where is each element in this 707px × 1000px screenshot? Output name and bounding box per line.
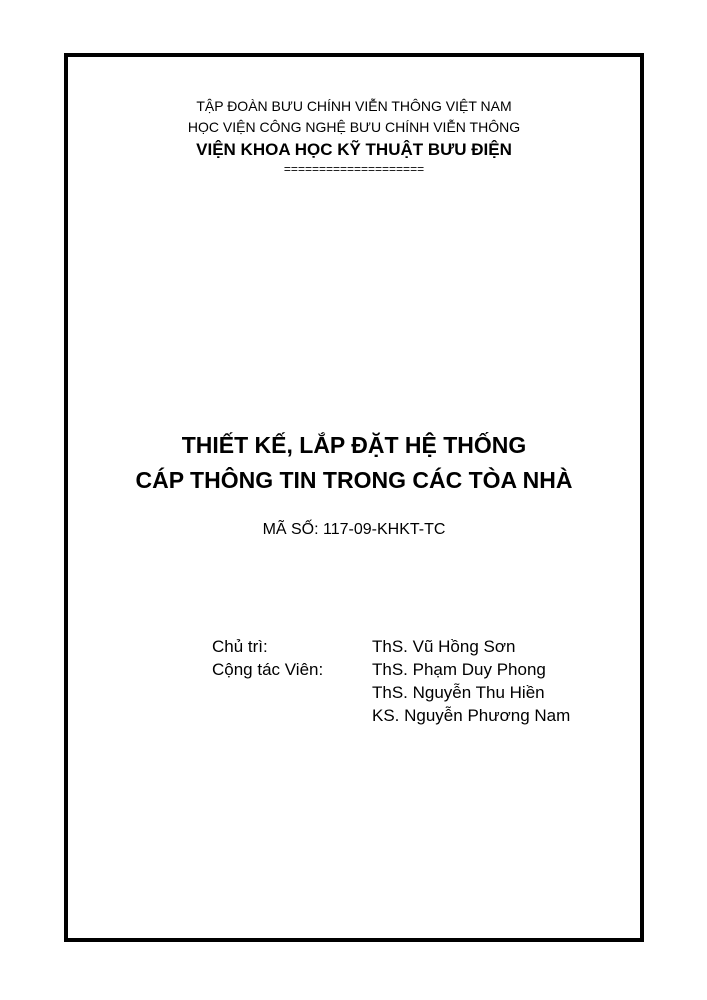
org-name-group: TẬP ĐOÀN BƯU CHÍNH VIỄN THÔNG VIỆT NAM — [196, 98, 512, 114]
page-border — [64, 53, 644, 942]
collaborator-name: ThS. Nguyễn Thu Hiền — [372, 683, 545, 702]
collaborator-label: Cộng tác Viên: — [212, 660, 324, 679]
document-title-line1: THIẾT KẾ, LẮP ĐẶT HỆ THỐNG — [181, 432, 527, 458]
org-name-academy: HỌC VIỆN CÔNG NGHỆ BƯU CHÍNH VIỄN THÔNG — [187, 119, 521, 135]
org-name-institute: VIỆN KHOA HỌC KỸ THUẬT BƯU ĐIỆN — [196, 140, 512, 159]
collaborator-name: KS. Nguyễn Phương Nam — [372, 706, 571, 725]
project-code: MÃ SỐ: 117-09-KHKT-TC — [262, 521, 446, 538]
lead-label: Chủ trì: — [212, 637, 268, 656]
collaborator-name: ThS. Phạm Duy Phong — [372, 660, 546, 679]
document-title-line2: CÁP THÔNG TIN TRONG CÁC TÒA NHÀ — [135, 467, 573, 493]
lead-name: ThS. Vũ Hồng Sơn — [372, 637, 516, 656]
header-divider: ==================== — [283, 162, 425, 176]
